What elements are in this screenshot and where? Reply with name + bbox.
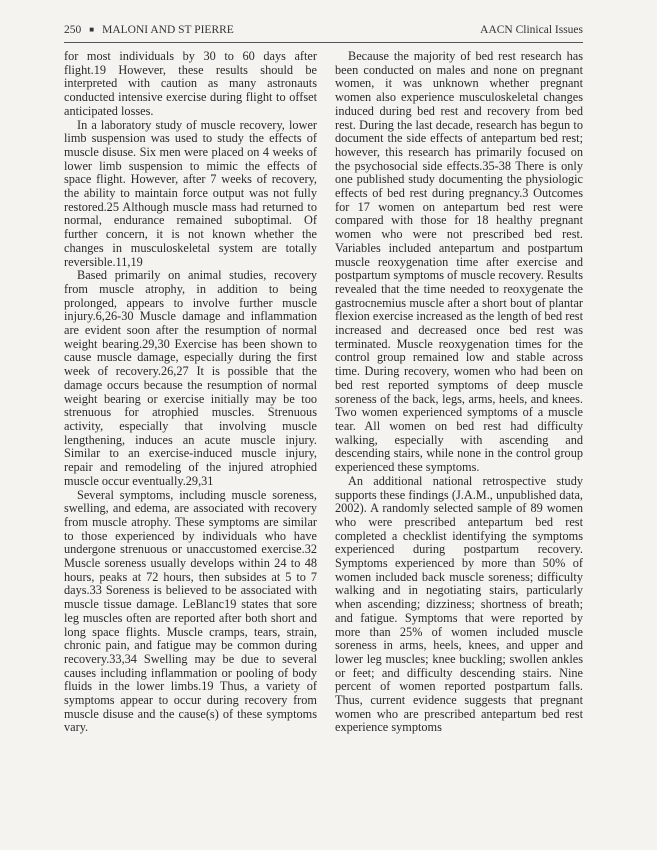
left-column bbox=[64, 50, 317, 735]
header-bullet: ■ bbox=[89, 25, 95, 34]
header-left bbox=[64, 24, 234, 36]
paragraph: Several symptoms, including muscle soreness, swelling, and edema, are associated with recovery from muscle atrophy. These symptoms are similar to those experienced by individuals who have undergone strenuous or unaccustomed exercise.32 Muscle soreness usually develops within 24 to 48 hours, peaks at 72 hours, then subsides at 5 to 7 days.33 Soreness is believed to be associated with muscle tissue damage. LeBlanc19 states that sore leg muscles often are reported after both short and long space flights. Muscle cramps, tears, strain, chronic pain, and fatigue may be common during recovery.33,34 Swelling may be due to several causes including inflammation or pooling of body fluids in the lower limbs.19 Thus, a variety of symptoms appear to occur during recovery from muscle disuse and the cause(s) of these symptoms vary. bbox=[64, 487, 317, 735]
page-number: 250 bbox=[64, 24, 82, 36]
paragraph: Based primarily on animal studies, recovery from muscle atrophy, in addition to being prolonged, appears to involve further muscle injury.6,26-30 Muscle damage and inflammation are evident soon after the resumption of normal weight bearing.29,30 Exercise has been shown to cause muscle damage, especially during the first week of recovery.26,27 It is possible that the damage occurs because the resumption of normal weight bearing or exercise initially may be too strenuous for atrophied muscles. Strenuous activity, especially that involving muscle lengthening, induces an acute muscle injury. Similar to an exercise-induced muscle injury, repair and remodeling of the injured atrophied muscle occur eventually.29,31 bbox=[64, 268, 317, 488]
header-rule bbox=[64, 42, 583, 43]
paragraph: for most individuals by 30 to 60 days after flight.19 However, these results should be interpreted with caution as many astronauts conducted intensive exercise during flight to offset anticipated losses. bbox=[64, 49, 317, 118]
paragraph: An additional national retrospective study supports these findings (J.A.M., unpublished data, 2002). A randomly selected sample of 89 women who were prescribed antepartum bed rest completed a checklist identifying the symptoms experienced during postpartum recovery. Symptoms experienced by more than 50% of women included back muscle soreness; difficulty walking and in negotiating stairs, particularly when ascending; dizziness; shortness of breath; and fatigue. Symptoms that were reported by more than 25% of women included muscle soreness in arms, heels, knees, and upper and lower leg muscles; knee buckling; swollen ankles or feet; and difficulty descending stairs. Nine percent of women reported postpartum falls. Thus, current evidence suggests that pregnant women who are prescribed antepartum bed rest experience symptoms bbox=[335, 473, 583, 735]
author-names: MALONI AND ST PIERRE bbox=[102, 24, 234, 36]
right-column bbox=[335, 50, 583, 735]
paragraph: In a laboratory study of muscle recovery, lower limb suspension was used to study the effects of muscle disuse. Six men were placed on 4 weeks of lower limb suspension to mimic the effects of space flight. However, after 7 weeks of recovery, the ability to maintain force output was not fully restored.25 Although muscle mass had returned to normal, endurance remained suboptimal. Of further concern, it is not known whether the changes in musculoskeletal system are totally reversible.11,19 bbox=[64, 117, 317, 269]
paragraph: Because the majority of bed rest research has been conducted on males and none on pregnant women, it was unknown whether pregnant women also experience musculoskeletal changes induced during bed rest and recovery from bed rest. During the last decade, research has begun to document the side effects of antepartum bed rest; however, this research has primarily focused on the psychosocial side effects.35-38 There is only one published study documenting the physiologic effects of bed rest during pregnancy.3 Outcomes for 17 women on antepartum bed rest were compared with those for 18 healthy pregnant women who were not prescribed bed rest. Variables included antepartum and postpartum muscle reoxygenation time after exercise and postpartum symptoms of muscle recovery. Results revealed that the time needed to reoxygenate the gastrocnemius muscle after a short bout of plantar flexion exercise increased as the length of bed rest increased and decreased once bed rest was terminated. Muscle reoxygenation times for the control group remained low and stable across time. During recovery, women who had been on bed rest reported symptoms of deep muscle soreness of the back, legs, arms, heels, and knees. Two women experienced symptoms of a muscle tear. All women on bed rest had difficulty walking, especially with ascending and descending stairs, while none in the control group experienced these symptoms. bbox=[335, 49, 583, 475]
running-header bbox=[64, 24, 583, 38]
journal-title: AACN Clinical Issues bbox=[480, 24, 583, 36]
